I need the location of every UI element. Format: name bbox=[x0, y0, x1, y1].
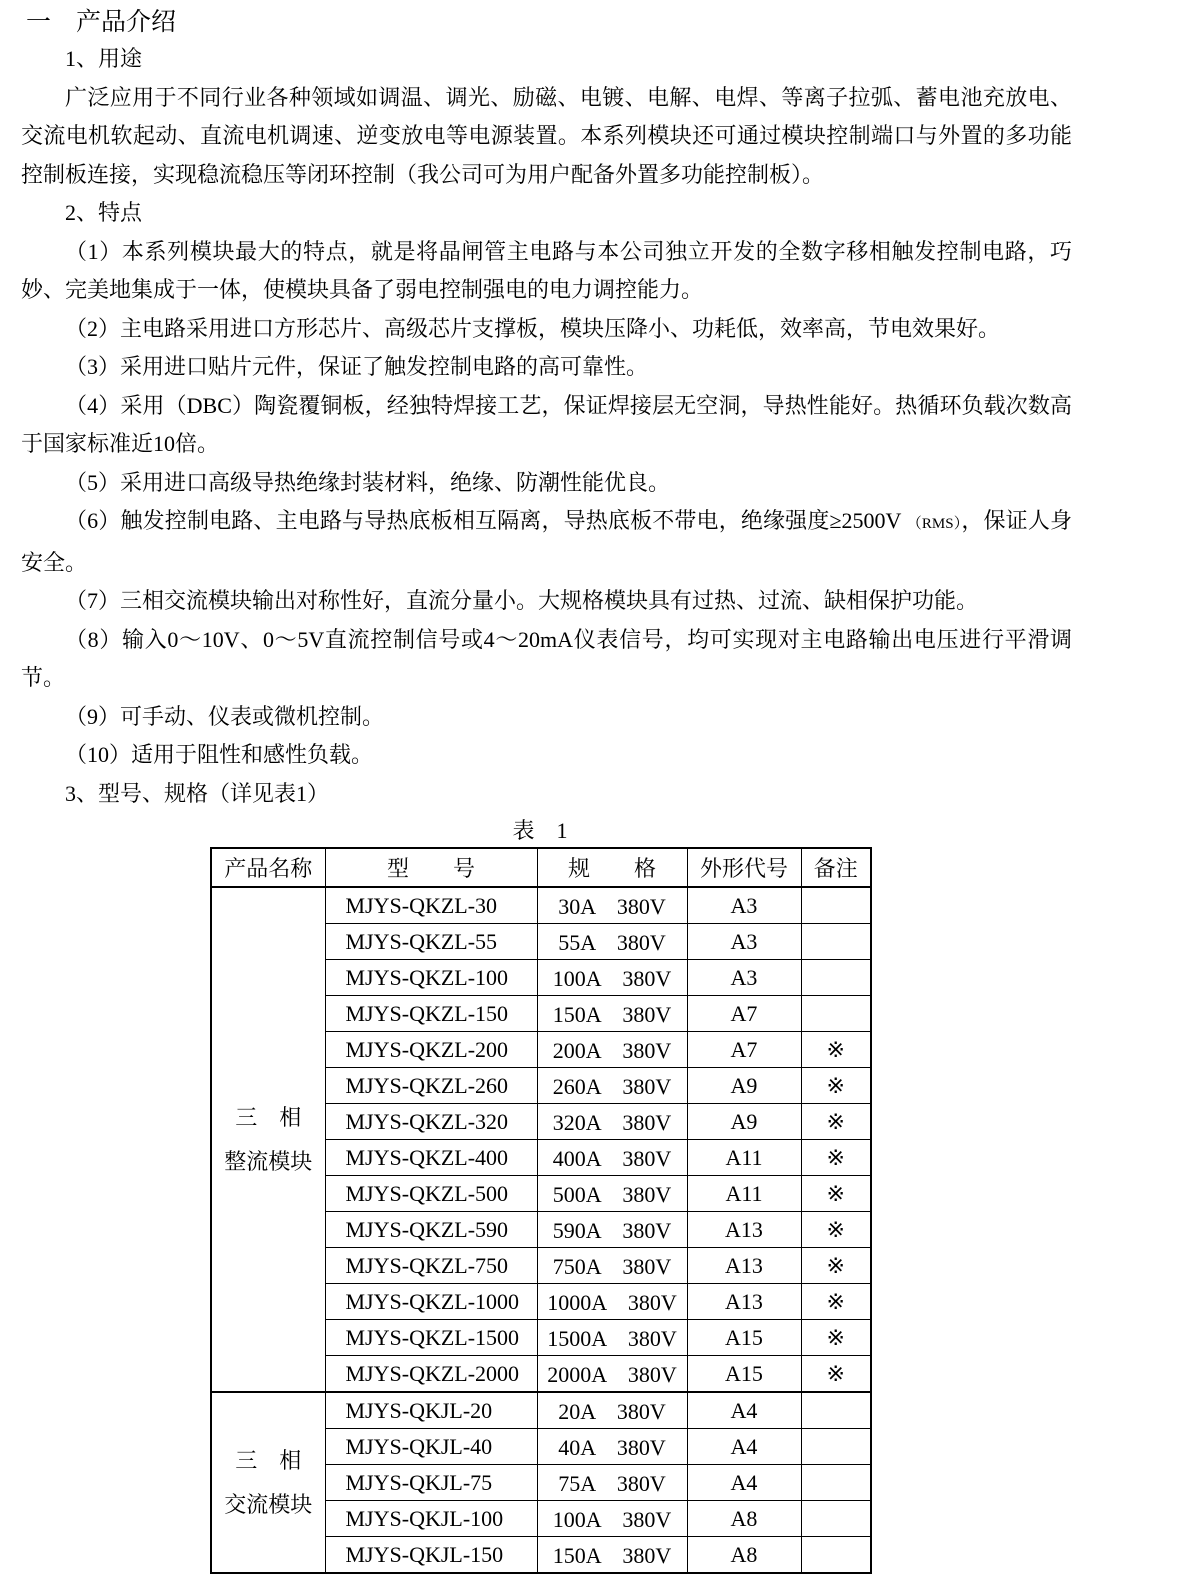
shape-cell: A15 bbox=[687, 1320, 801, 1356]
model-cell: MJYS-QKZL-260 bbox=[325, 1068, 537, 1104]
note-cell bbox=[801, 1465, 871, 1501]
feature-item-2: （2）主电路采用进口方形芯片、高级芯片支撑板，模块压降小、功耗低，效率高，节电效果好。 bbox=[65, 315, 1001, 341]
feature-item-4: （4）采用（DBC）陶瓷覆铜板，经独特焊接工艺，保证焊接层无空洞，导热性能好。热循环负载次数高于国家标准近10倍。 bbox=[21, 392, 1072, 456]
note-cell: ※ bbox=[801, 1140, 871, 1176]
note-cell bbox=[801, 1429, 871, 1465]
model-cell: MJYS-QKZL-2000 bbox=[325, 1356, 537, 1393]
shape-cell: A4 bbox=[687, 1429, 801, 1465]
feature-item-6 bbox=[21, 502, 1072, 582]
feature-item-7: （7）三相交流模块输出对称性好，直流分量小。大规格模块具有过热、过流、缺相保护功能。 bbox=[65, 588, 979, 613]
model-cell: MJYS-QKJL-20 bbox=[325, 1392, 537, 1429]
spec-cell: 75A 380V bbox=[537, 1465, 687, 1501]
product-name-line: 交流模块 bbox=[224, 1491, 313, 1517]
shape-cell: A3 bbox=[687, 924, 801, 960]
usage-heading: 1、用途 bbox=[65, 46, 143, 71]
shape-cell: A11 bbox=[687, 1140, 801, 1176]
shape-cell: A8 bbox=[687, 1537, 801, 1574]
note-cell bbox=[801, 924, 871, 960]
product-name-line: 三 相 bbox=[235, 1447, 302, 1473]
table-row bbox=[211, 887, 871, 924]
note-cell: ※ bbox=[801, 1104, 871, 1140]
feature-item-3: （3）采用进口贴片元件，保证了触发控制电路的高可靠性。 bbox=[65, 354, 649, 379]
note-cell: ※ bbox=[801, 1068, 871, 1104]
spec-cell: 320A 380V bbox=[537, 1104, 687, 1140]
note-cell: ※ bbox=[801, 1356, 871, 1393]
spec-cell: 150A 380V bbox=[537, 1537, 687, 1574]
note-cell: ※ bbox=[801, 1284, 871, 1320]
model-cell: MJYS-QKZL-1000 bbox=[325, 1284, 537, 1320]
product-name-line: 三 相 bbox=[235, 1104, 302, 1130]
spec-cell: 260A 380V bbox=[537, 1068, 687, 1104]
note-cell bbox=[801, 1501, 871, 1537]
note-cell bbox=[801, 1392, 871, 1429]
model-cell: MJYS-QKZL-400 bbox=[325, 1140, 537, 1176]
feature-item-8: （8）输入0～10V、0～5V直流控制信号或4～20mA仪表信号，均可实现对主电路输出电压进行平滑调节。 bbox=[21, 626, 1072, 690]
shape-cell: A13 bbox=[687, 1212, 801, 1248]
shape-cell: A7 bbox=[687, 1032, 801, 1068]
models-heading: 3、型号、规格（详见表1） bbox=[65, 780, 330, 806]
feature-item-1: （1）本系列模块最大的特点，就是将晶闸管主电路与本公司独立开发的全数字移相触发控制电路，巧妙、完美地集成于一体，使模块具备了弱电控制强电的电力调控能力。 bbox=[21, 238, 1072, 302]
spec-cell: 20A 380V bbox=[537, 1392, 687, 1429]
note-cell bbox=[801, 887, 871, 924]
model-cell: MJYS-QKZL-500 bbox=[325, 1176, 537, 1212]
spec-cell: 750A 380V bbox=[537, 1248, 687, 1284]
shape-cell: A9 bbox=[687, 1104, 801, 1140]
note-cell bbox=[801, 960, 871, 996]
shape-cell: A13 bbox=[687, 1248, 801, 1284]
spec-table bbox=[210, 847, 872, 1574]
features-heading: 2、特点 bbox=[65, 200, 143, 225]
shape-cell: A15 bbox=[687, 1356, 801, 1393]
shape-cell: A7 bbox=[687, 996, 801, 1032]
table-row bbox=[211, 1392, 871, 1429]
note-cell: ※ bbox=[801, 1320, 871, 1356]
model-cell: MJYS-QKJL-100 bbox=[325, 1501, 537, 1537]
shape-cell: A3 bbox=[687, 887, 801, 924]
table-header-row bbox=[211, 848, 871, 887]
product-name-cell bbox=[211, 887, 325, 1392]
note-cell: ※ bbox=[801, 1248, 871, 1284]
note-cell: ※ bbox=[801, 1176, 871, 1212]
spec-cell: 200A 380V bbox=[537, 1032, 687, 1068]
model-cell: MJYS-QKZL-100 bbox=[325, 960, 537, 996]
feature-6-text: （6）触发控制电路、主电路与导热底板相互隔离，导热底板不带电，绝缘强度≥2500V bbox=[65, 508, 907, 533]
shape-cell: A13 bbox=[687, 1284, 801, 1320]
page-title: 一 产品介绍 bbox=[26, 9, 177, 36]
model-cell: MJYS-QKZL-1500 bbox=[325, 1320, 537, 1356]
shape-cell: A4 bbox=[687, 1392, 801, 1429]
product-name-cell bbox=[211, 1392, 325, 1573]
model-cell: MJYS-QKZL-150 bbox=[325, 996, 537, 1032]
note-cell bbox=[801, 1537, 871, 1574]
spec-cell: 30A 380V bbox=[537, 887, 687, 924]
shape-cell: A4 bbox=[687, 1465, 801, 1501]
header-model: 型 号 bbox=[325, 848, 537, 887]
model-cell: MJYS-QKZL-320 bbox=[325, 1104, 537, 1140]
spec-cell: 100A 380V bbox=[537, 1501, 687, 1537]
shape-cell: A8 bbox=[687, 1501, 801, 1537]
header-note: 备注 bbox=[801, 848, 871, 887]
note-cell: ※ bbox=[801, 1032, 871, 1068]
text-column bbox=[21, 6, 1072, 813]
feature-6-rms-subscript: （RMS） bbox=[906, 516, 962, 532]
spec-cell: 1000A 380V bbox=[537, 1284, 687, 1320]
model-cell: MJYS-QKZL-30 bbox=[325, 887, 537, 924]
header-shape-code: 外形代号 bbox=[687, 848, 801, 887]
spec-cell: 590A 380V bbox=[537, 1212, 687, 1248]
header-product-name: 产品名称 bbox=[211, 848, 325, 887]
spec-cell: 55A 380V bbox=[537, 924, 687, 960]
feature-item-9: （9）可手动、仪表或微机控制。 bbox=[65, 703, 385, 729]
spec-cell: 100A 380V bbox=[537, 960, 687, 996]
header-spec: 规 格 bbox=[537, 848, 687, 887]
shape-cell: A9 bbox=[687, 1068, 801, 1104]
spec-cell: 400A 380V bbox=[537, 1140, 687, 1176]
spec-cell: 150A 380V bbox=[537, 996, 687, 1032]
note-cell: ※ bbox=[801, 1212, 871, 1248]
table-1-area bbox=[210, 815, 870, 1574]
usage-paragraph: 广泛应用于不同行业各种领域如调温、调光、励磁、电镀、电解、电焊、等离子拉弧、蓄电池充放电、交流电机软起动、直流电机调速、逆变放电等电源装置。本系列模块还可通过模块控制端口与外置的多功能控制板连接，实现稳流稳压等闭环控制（我公司可为用户配备外置多功能控制板）。 bbox=[21, 84, 1072, 187]
note-cell bbox=[801, 996, 871, 1032]
spec-cell: 40A 380V bbox=[537, 1429, 687, 1465]
spec-cell: 500A 380V bbox=[537, 1176, 687, 1212]
feature-item-10: （10）适用于阻性和感性负载。 bbox=[65, 742, 374, 767]
product-name-line: 整流模块 bbox=[224, 1148, 313, 1174]
model-cell: MJYS-QKZL-200 bbox=[325, 1032, 537, 1068]
feature-item-5: （5）采用进口高级导热绝缘封装材料，绝缘、防潮性能优良。 bbox=[65, 469, 671, 495]
shape-cell: A3 bbox=[687, 960, 801, 996]
spec-cell: 2000A 380V bbox=[537, 1356, 687, 1393]
shape-cell: A11 bbox=[687, 1176, 801, 1212]
model-cell: MJYS-QKZL-55 bbox=[325, 924, 537, 960]
model-cell: MJYS-QKJL-40 bbox=[325, 1429, 537, 1465]
model-cell: MJYS-QKZL-750 bbox=[325, 1248, 537, 1284]
table-caption: 表 1 bbox=[512, 818, 568, 843]
model-cell: MJYS-QKZL-590 bbox=[325, 1212, 537, 1248]
model-cell: MJYS-QKJL-75 bbox=[325, 1465, 537, 1501]
spec-cell: 1500A 380V bbox=[537, 1320, 687, 1356]
model-cell: MJYS-QKJL-150 bbox=[325, 1537, 537, 1574]
feature-6-text-after: ，保证人身安全。 bbox=[21, 508, 1072, 575]
spec-table-body bbox=[211, 887, 871, 1573]
